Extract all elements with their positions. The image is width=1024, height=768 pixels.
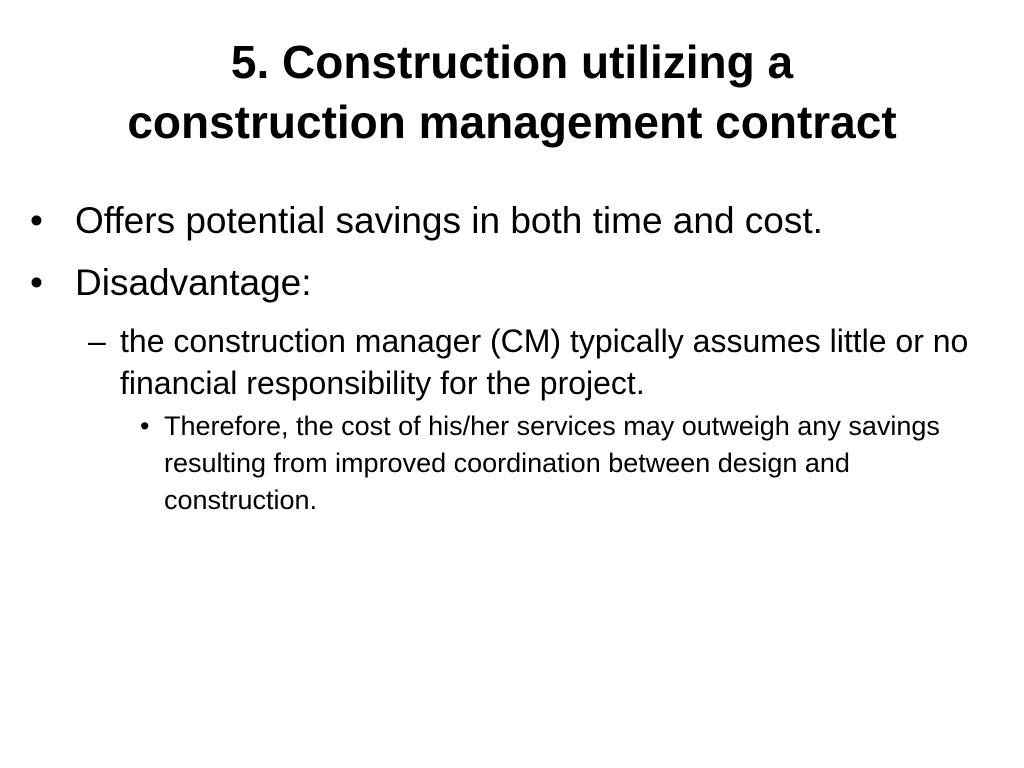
sub-sub-bullet-text: Therefore, the cost of his/her services may outweigh any savings resulting from improved coordination between design and construction. <box>164 411 940 515</box>
slide-title-line-2: construction management contract <box>127 96 897 148</box>
bullet-text: Offers potential savings in both time and cost. <box>75 200 823 241</box>
bullet-item-savings <box>30 196 1010 246</box>
sub-bullet-text: the construction manager (CM) typically assumes little or no financial responsibility for the project. <box>120 323 969 401</box>
bullet-marker: • <box>30 200 43 241</box>
bullet-text: Disadvantage: <box>75 262 312 303</box>
slide-body <box>30 196 1010 519</box>
slide-title <box>0 32 1024 152</box>
bullet-marker: • <box>30 262 43 303</box>
sub-bullet-item-cm-responsibility <box>88 320 1010 404</box>
dash-marker: – <box>88 323 106 359</box>
bullet-item-disadvantage <box>30 258 1010 308</box>
sub-sub-bullet-item-cost <box>140 408 1010 519</box>
bullet-marker: • <box>140 411 150 441</box>
slide-title-line-1: 5. Construction utilizing a <box>230 36 794 88</box>
